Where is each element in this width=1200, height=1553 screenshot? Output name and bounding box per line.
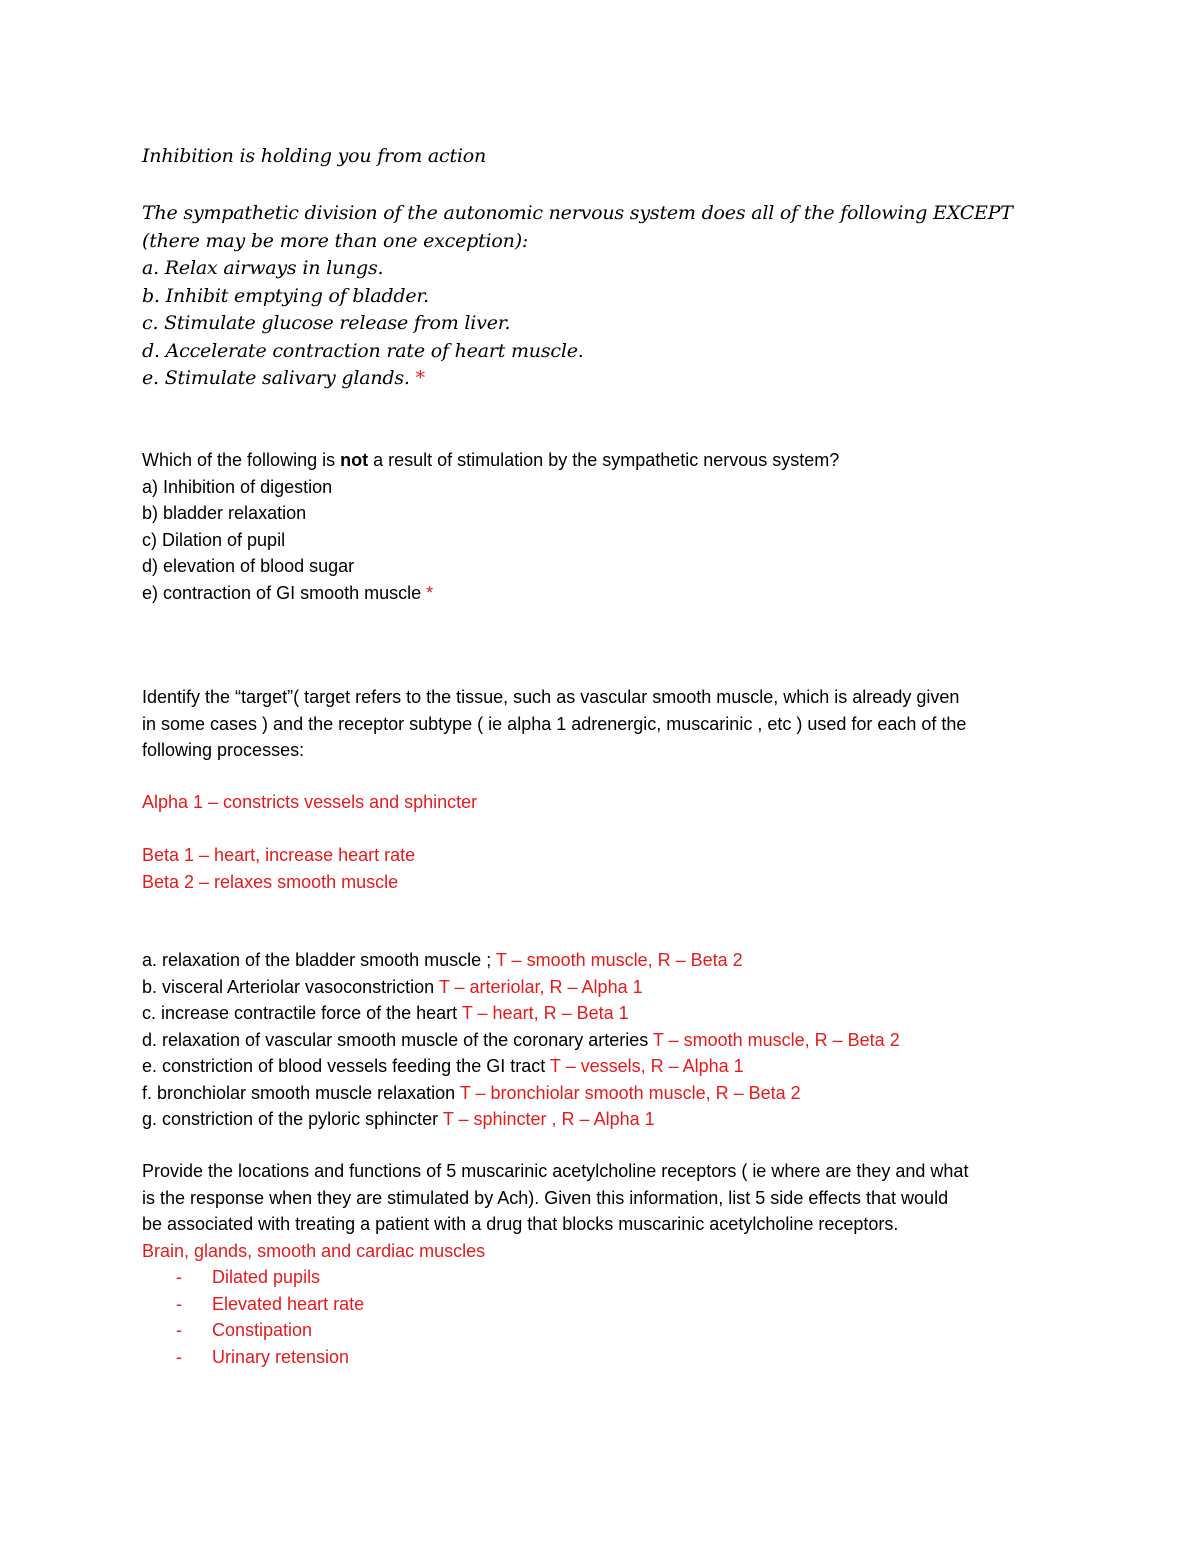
list-item (176, 1317, 364, 1344)
q2-option-a: a) Inhibition of digestion (142, 476, 333, 497)
q3-item-a (142, 947, 900, 974)
q1-option-d: d. Accelerate contraction rate of heart muscle. (142, 339, 584, 362)
q3-item-f-answer: T – bronchiolar smooth muscle, R – Beta 2 (459, 1082, 801, 1103)
q3-item-e-answer: T – vessels, R – Alpha 1 (549, 1056, 744, 1076)
q3-note-beta2: Beta 2 – relaxes smooth muscle (142, 871, 399, 892)
q2-option-d: d) elevation of blood sugar (142, 556, 355, 576)
q3-stem-line-1: Identify the “target”( target refers to the tissue, such as vascular smooth muscle, which is already given (142, 687, 960, 707)
q3-item-b-answer: T – arteriolar, R – Alpha 1 (438, 976, 643, 997)
bullet-marker: - (176, 1267, 182, 1287)
q4-side-effects-list (176, 1264, 364, 1370)
q2-answer-mark: * (426, 582, 434, 603)
q3-item-c-question: c. increase contractile force of the heart (142, 1003, 458, 1023)
q2-stem-bold: not (340, 450, 369, 470)
q3-item-a-question: a. relaxation of the bladder smooth muscle ; (142, 950, 492, 970)
q1-option-a: a. Relax airways in lungs. (142, 257, 384, 279)
q3-note-beta1: Beta 1 – heart, increase heart rate (142, 845, 416, 865)
q1-stem-line-2: (there may be more than one exception): (142, 229, 529, 252)
bullet-marker: - (176, 1293, 182, 1314)
q1-option-e: e. Stimulate salivary glands. (142, 367, 410, 389)
q3-item-f (142, 1080, 900, 1107)
q1-option-b: b. Inhibit emptying of bladder. (142, 284, 430, 307)
bullet-text: Constipation (212, 1320, 313, 1340)
question-3-items (142, 947, 900, 1133)
q4-stem-line-2: is the response when they are stimulated by Ach). Given this information, list 5 side effects that would (142, 1187, 949, 1208)
q3-item-g-question: g. constriction of the pyloric sphincter (142, 1109, 439, 1129)
q3-item-c-answer: T – heart, R – Beta 1 (461, 1003, 629, 1023)
q2-stem-pre: Which of the following is (142, 450, 336, 470)
q3-item-g (142, 1106, 900, 1133)
q1-option-e-line (142, 365, 1013, 393)
q2-stem-post: a result of stimulation by the sympathetic nervous system? (373, 450, 840, 470)
bullet-text: Elevated heart rate (212, 1293, 365, 1314)
q3-note-alpha1: Alpha 1 – constricts vessels and sphincter (142, 792, 478, 812)
q3-item-b-question: b. visceral Arteriolar vasoconstriction (142, 976, 435, 997)
q4-stem-line-3: be associated with treating a patient with a drug that blocks muscarinic acetylcholine receptors. (142, 1214, 899, 1234)
q2-option-e-line (142, 580, 839, 607)
list-item (176, 1344, 364, 1371)
q3-stem-line-3: following processes: (142, 740, 305, 760)
bullet-marker: - (176, 1346, 182, 1367)
q3-item-d (142, 1027, 900, 1054)
q3-stem-line-2: in some cases ) and the receptor subtype ( ie alpha 1 adrenergic, muscarinic , etc ) used for each of the (142, 713, 967, 734)
question-2 (142, 447, 839, 606)
q4-answer: Brain, glands, smooth and cardiac muscles (142, 1240, 486, 1261)
question-4 (142, 1158, 968, 1264)
q1-option-c: c. Stimulate glucose release from liver. (142, 312, 511, 334)
list-item (176, 1291, 364, 1318)
question-1 (142, 200, 1013, 393)
q3-notes-beta (142, 842, 415, 895)
q1-answer-mark: * (415, 367, 425, 389)
q2-stem (142, 447, 839, 474)
question-3-stem (142, 684, 966, 764)
q3-item-e-question: e. constriction of blood vessels feeding the GI tract (142, 1056, 546, 1076)
q3-item-e (142, 1053, 900, 1080)
q3-item-a-answer: T – smooth muscle, R – Beta 2 (495, 950, 743, 970)
q3-item-d-question: d. relaxation of vascular smooth muscle of the coronary arteries (142, 1029, 649, 1050)
q2-option-b: b) bladder relaxation (142, 503, 307, 523)
q3-item-f-question: f. bronchiolar smooth muscle relaxation (142, 1082, 456, 1103)
q3-item-c (142, 1000, 900, 1027)
q3-item-b (142, 974, 900, 1001)
q1-stem-line-1: The sympathetic division of the autonomic nervous system does all of the following EXCEPT (142, 202, 1013, 224)
bullet-text: Dilated pupils (212, 1267, 321, 1287)
bullet-marker: - (176, 1320, 182, 1340)
q3-item-g-answer: T – sphincter , R – Alpha 1 (442, 1109, 655, 1129)
list-item (176, 1264, 364, 1291)
q3-item-d-answer: T – smooth muscle, R – Beta 2 (652, 1029, 900, 1050)
q2-option-e: e) contraction of GI smooth muscle (142, 582, 422, 603)
q2-option-c: c) Dilation of pupil (142, 529, 286, 550)
heading-line: Inhibition is holding you from action (142, 145, 487, 167)
bullet-text: Urinary retension (212, 1346, 350, 1367)
q4-stem-line-1: Provide the locations and functions of 5 muscarinic acetylcholine receptors ( ie where are they and what (142, 1161, 969, 1181)
